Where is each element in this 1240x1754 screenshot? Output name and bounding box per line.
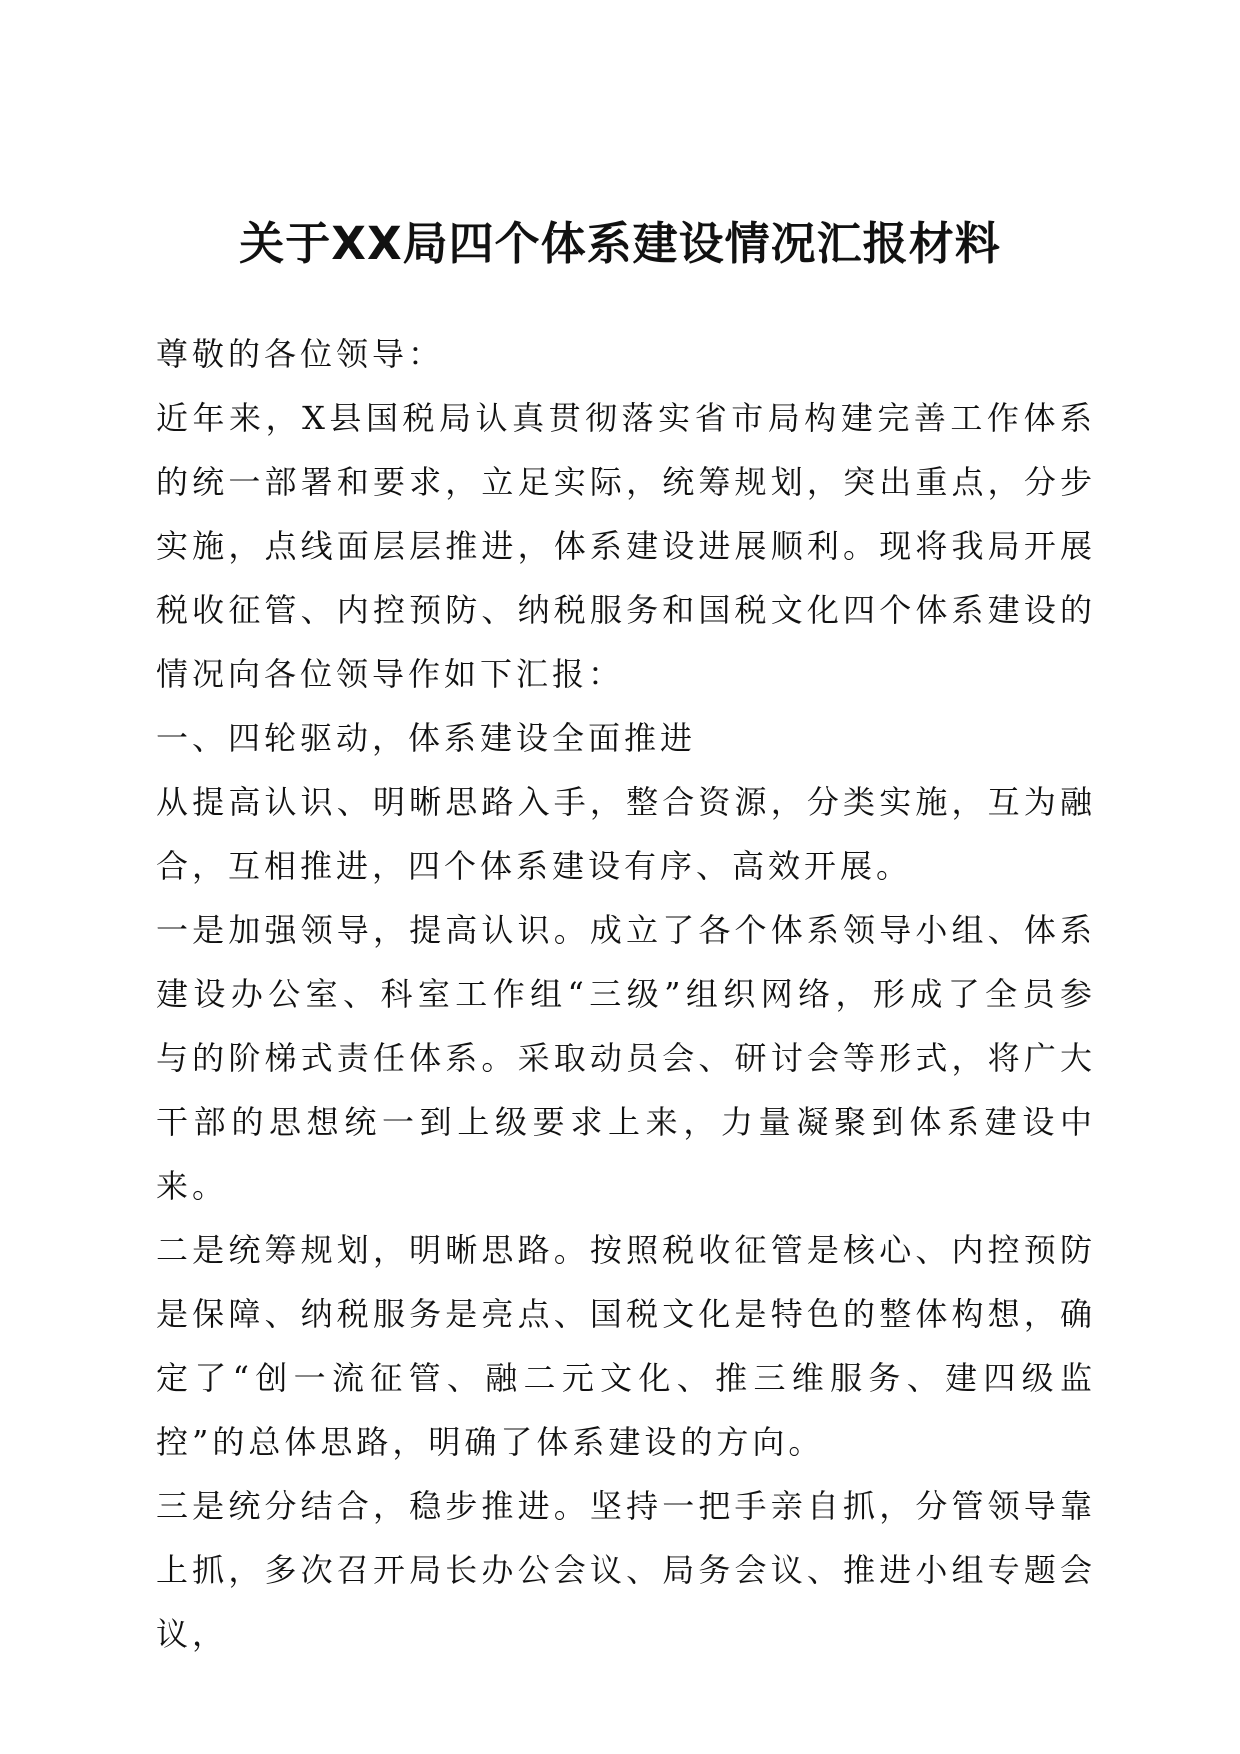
section-1-summary: 从提高认识、明晰思路入手，整合资源，分类实施，互为融合，互相推进，四个体系建设有序、高效开展。 xyxy=(156,783,1096,885)
point-2-paragraph: 二是统筹规划，明晰思路。按照税收征管是核心、内控预防是保障、纳税服务是亮点、国税文化是特色的整体构想，确定了“创一流征管、融二元文化、推三维服务、建四级监控”的总体思路，明确了体系建设的方向。 xyxy=(156,1231,1096,1461)
point-3-paragraph: 三是统分结合，稳步推进。坚持一把手亲自抓，分管领导靠上抓，多次召开局长办公会议、局务会议、推进小组专题会议， xyxy=(156,1487,1096,1653)
document-title: 关于XX局四个体系建设情况汇报材料 xyxy=(239,217,1001,270)
section-heading-1: 一、四轮驱动，体系建设全面推进 xyxy=(156,719,697,757)
point-1-paragraph: 一是加强领导，提高认识。成立了各个体系领导小组、体系建设办公室、科室工作组“三级”组织网络，形成了全员参与的阶梯式责任体系。采取动员会、研讨会等形式，将广大干部的思想统一到上级要求上来，力量凝聚到体系建设中来。 xyxy=(156,911,1096,1205)
intro-paragraph: 近年来，X县国税局认真贯彻落实省市局构建完善工作体系的统一部署和要求，立足实际，统筹规划，突出重点，分步实施，点线面层层推进，体系建设进展顺利。现将我局开展税收征管、内控预防、纳税服务和国税文化四个体系建设的情况向各位领导作如下汇报： xyxy=(156,399,1096,693)
document-body xyxy=(156,322,1096,1666)
salutation: 尊敬的各位领导： xyxy=(156,335,445,373)
